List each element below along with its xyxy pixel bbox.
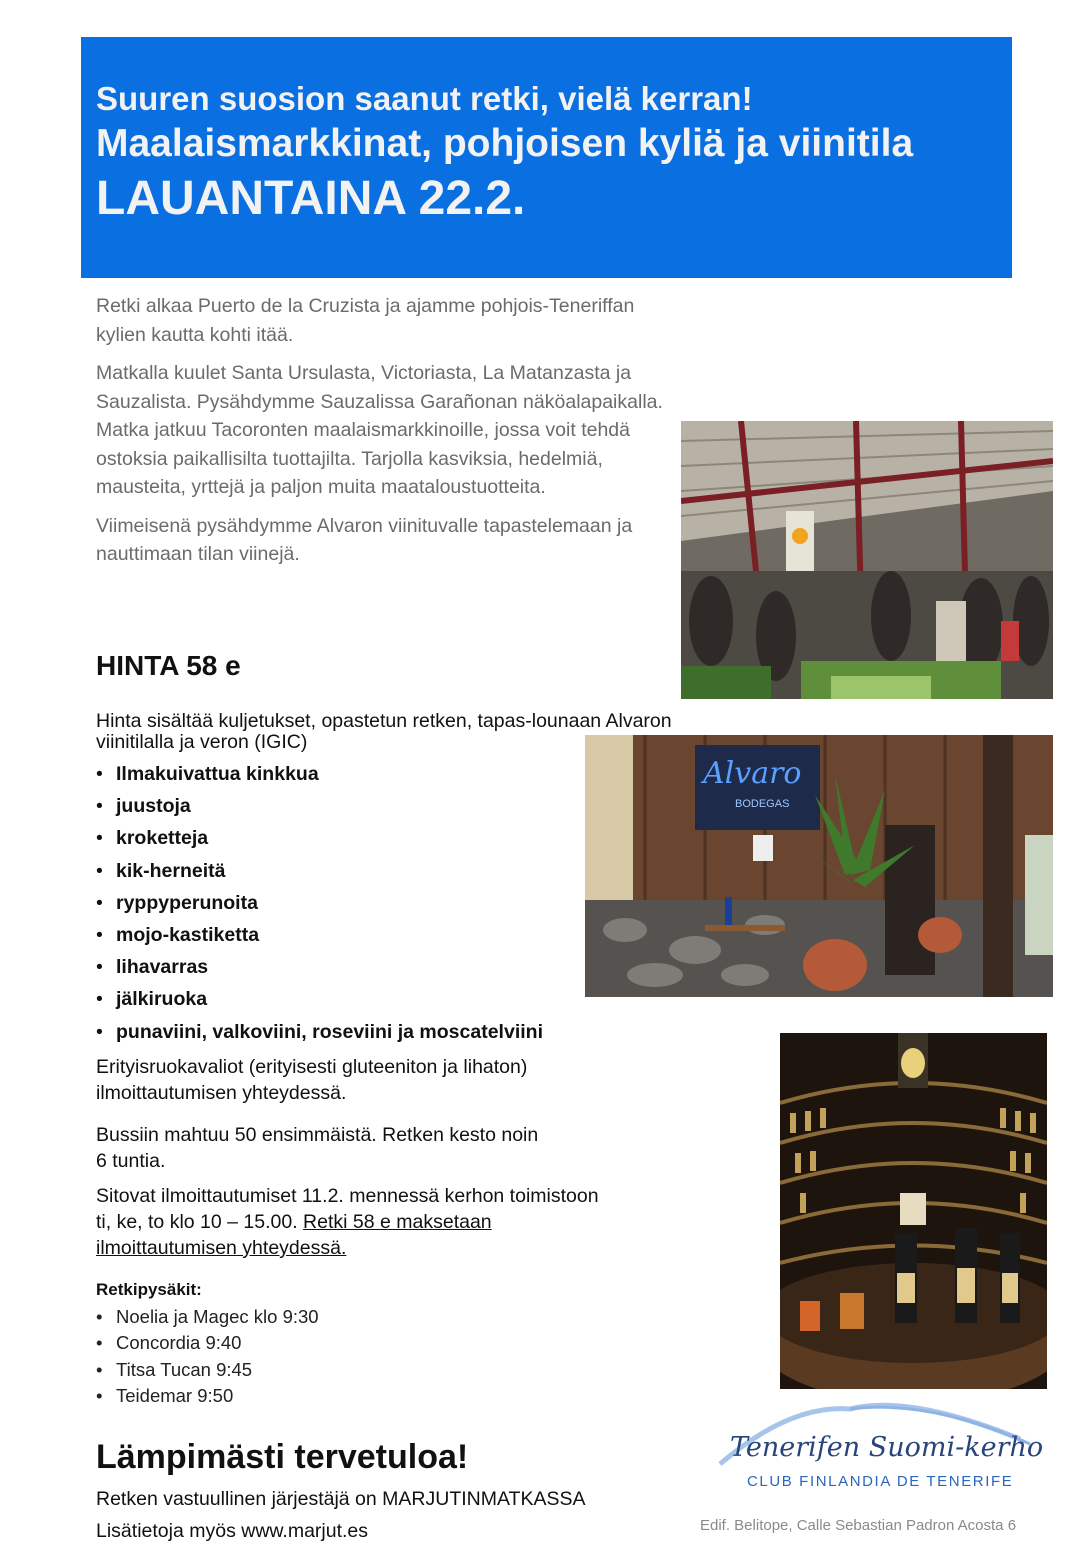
menu-item: • mojo-kastiketta — [96, 921, 543, 953]
stop-item: • Teidemar 9:50 — [96, 1383, 319, 1409]
intro-paragraph-2: Matkalla kuulet Santa Ursulasta, Victoriasta, La Matanzasta ja Sauzalista. Pysähdymme Sauzalissa Garañonan näköalapaikalla. Matka jatkuu Tacoronten maalaismarkkinoille, jossa voit tehdä ostoksia paikallisilta tuottajilta. Tarjolla kasviksia, hedelmiä, mausteita, yrttejä ja paljon muita maataloustuotteita. — [96, 362, 663, 498]
header-banner — [81, 37, 1012, 278]
stop-item: • Titsa Tucan 9:45 — [96, 1357, 319, 1383]
market-photo — [681, 421, 1053, 699]
logo-subtitle: CLUB FINLANDIA DE TENERIFE — [747, 1473, 1014, 1490]
banner-subtitle: Suuren suosion saanut retki, vielä kerran! — [96, 80, 753, 117]
address-text: Edif. Belitope, Calle Sebastian Padron Acosta 6 — [700, 1517, 1017, 1534]
menu-item: • ryppyperunoita — [96, 889, 543, 921]
stop-item: • Noelia ja Magec klo 9:30 — [96, 1304, 319, 1330]
payment-note: Retki 58 e maksetaan — [303, 1211, 492, 1233]
diet-note-line: ilmoittautumisen yhteydessä. — [96, 1082, 347, 1104]
bus-note-line: Bussiin mahtuu 50 ensimmäistä. Retken kesto noin — [96, 1124, 539, 1146]
menu-item: • lihavarras — [96, 953, 543, 985]
price-heading: HINTA 58 e — [96, 650, 241, 681]
menu-item: • kik-herneitä — [96, 857, 543, 889]
bodega-photo — [585, 735, 1053, 997]
menu-item: • Ilmakuivattua kinkkua — [96, 760, 543, 792]
stops-heading: Retkipysäkit: — [96, 1280, 202, 1299]
price-includes: Hinta sisältää kuljetukset, opastetun retken, tapas-lounaan Alvaron viinitilalla ja veron (IGIC) — [96, 710, 672, 753]
menu-item: • kroketteja — [96, 824, 543, 856]
menu-item: • punaviini, valkoviini, roseviini ja moscatelviini — [96, 1018, 543, 1050]
logo-name: Tenerifen Suomi-kerho — [730, 1432, 1044, 1463]
menu-list — [96, 760, 543, 1050]
signup-time: ti, ke, to klo 10 – 15.00. — [96, 1211, 304, 1233]
wine-cellar-photo — [780, 1033, 1047, 1389]
signup-note-line — [96, 1209, 599, 1235]
diet-note — [96, 1054, 527, 1106]
diet-note-line: Erityisruokavaliot (erityisesti gluteeniton ja lihaton) — [96, 1056, 528, 1078]
banner-title: Maalaismarkkinat, pohjoisen kyliä ja viinitila — [96, 122, 914, 165]
payment-note-line: ilmoittautumisen yhteydessä. — [96, 1237, 347, 1259]
sign-subtext: BODEGAS — [735, 798, 790, 810]
signup-note — [96, 1183, 599, 1261]
banner-date: LAUANTAINA 22.2. — [96, 172, 526, 225]
sign-text: Alvaro — [703, 756, 802, 791]
intro-paragraph-3: Viimeisenä pysähdymme Alvaron viinituvalle tapastelemaan ja nauttimaan tilan viinejä. — [96, 514, 633, 565]
signup-note-line: Sitovat ilmoittautumiset 11.2. mennessä kerhon toimistoon — [96, 1185, 599, 1207]
bus-note-line: 6 tuntia. — [96, 1150, 166, 1172]
organizer-text: Retken vastuullinen järjestäjä on MARJUTINMATKASSA — [96, 1488, 586, 1510]
menu-item: • juustoja — [96, 792, 543, 824]
intro-paragraph-1: Retki alkaa Puerto de la Cruzista ja ajamme pohjois-Teneriffan kylien kautta kohti itää. — [96, 295, 635, 346]
bus-note — [96, 1122, 538, 1174]
welcome-heading: Lämpimästi tervetuloa! — [96, 1438, 469, 1476]
stops-list — [96, 1304, 319, 1409]
stop-item: • Concordia 9:40 — [96, 1330, 319, 1356]
intro-text — [96, 292, 686, 579]
menu-item: • jälkiruoka — [96, 985, 543, 1017]
club-logo — [700, 1394, 1044, 1504]
info-text: Lisätietoja myös www.marjut.es — [96, 1520, 369, 1542]
